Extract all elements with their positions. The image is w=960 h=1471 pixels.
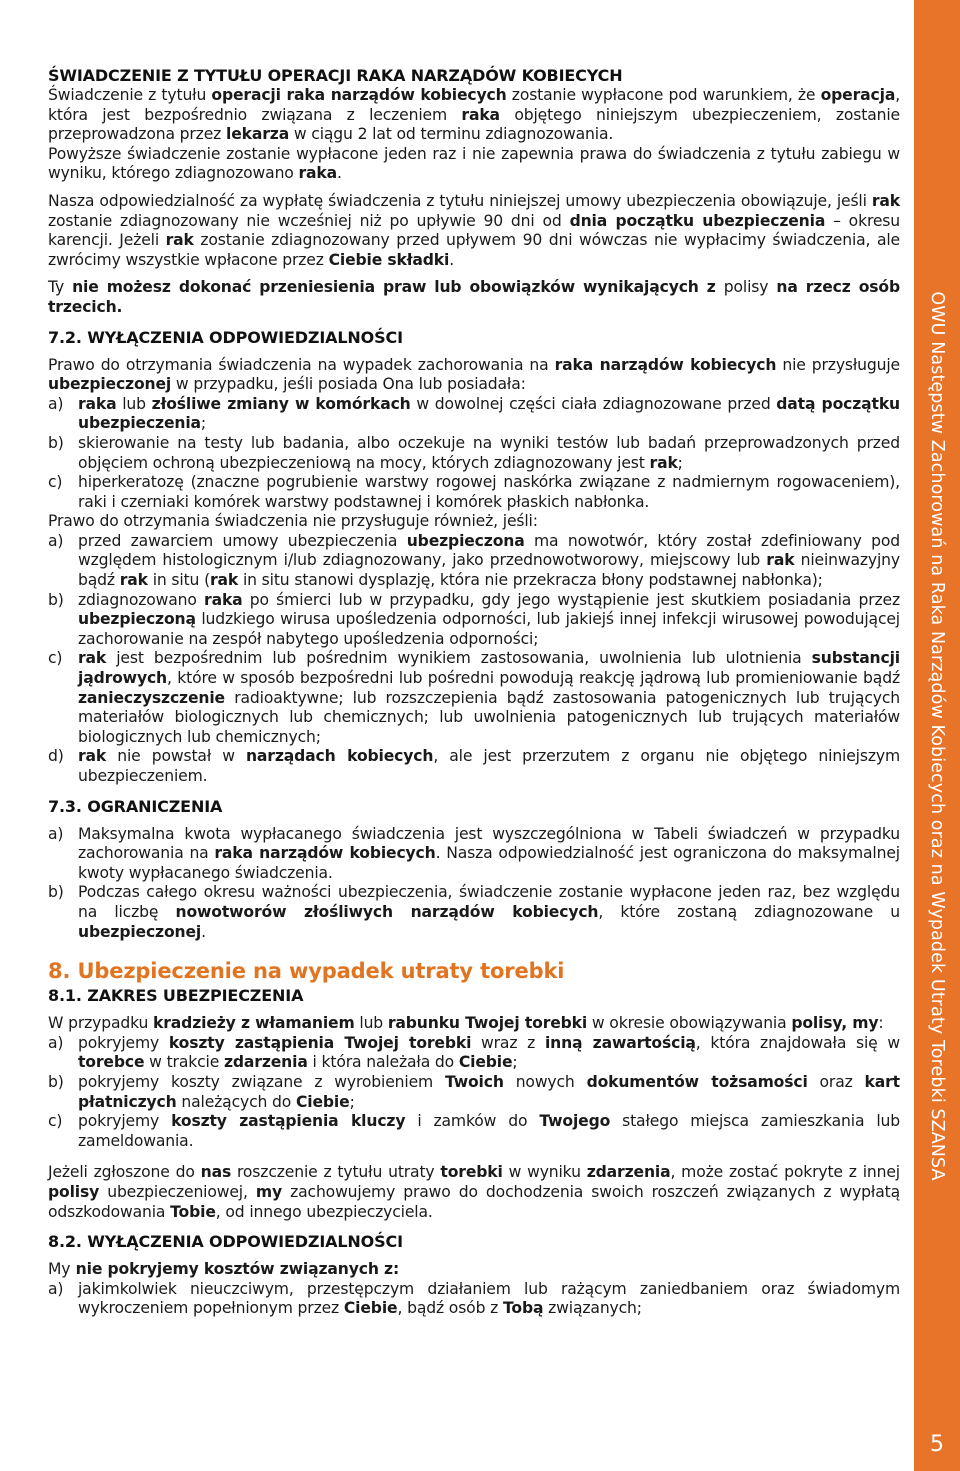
list-item: a) Maksymalna kwota wypłacanego świadczenia jest wyszczególniona w Tabeli świadczeń w przypadku zachorowania na raka narządów kobiecych. Nasza odpowiedzialność jest ograniczona do maksymalnej kwoty wypłacanego świadczenia.: [48, 824, 900, 882]
emphasis: ubezpieczona: [406, 531, 525, 550]
list-item-label: c): [48, 473, 63, 492]
list-item-label: a): [48, 1033, 64, 1052]
emphasis: substancji jądrowych: [78, 649, 900, 688]
list-item-label: b): [48, 883, 64, 902]
emphasis: my: [255, 1182, 282, 1201]
emphasis: zanieczyszczenie: [78, 688, 225, 707]
emphasis: operacji raka narządów kobiecych: [211, 86, 507, 104]
emphasis: dokumentów tożsamości: [586, 1072, 808, 1091]
emphasis: inną zawartością: [544, 1033, 696, 1052]
document-body: [48, 66, 900, 1319]
list-item: a) jakimkolwiek nieuczciwym, przestępczym działaniem lub rażącym zaniedbaniem oraz świadomym wykroczeniem popełnionym przez Ciebie, bądź osób z Tobą związanych;: [48, 1279, 900, 1318]
emphasis: nowotworów złośliwych narządów kobiecych: [175, 902, 599, 921]
emphasis: na rzecz osób trzecich.: [48, 278, 900, 316]
emphasis: rak: [78, 747, 107, 766]
list-item-label: c): [48, 1112, 63, 1131]
list-item: c) rak jest bezpośrednim lub pośrednim wynikiem zastosowania, uwolnienia lub ulotnienia substancji jądrowych, które w sposób bezpośredni lub pośredni powodują reakcję jądrową lub promieniowanie bądź zanieczyszczenie radioaktywne; lub rozszczepienia bądź zastosowania patogenicznych lub trujących materiałów biologicznych lub chemicznych; lub uwolnienia patogenicznych lub trujących materiałów biologicznych lub chemicznych;: [48, 649, 900, 746]
emphasis: rak: [210, 571, 239, 590]
list-item-label: a): [48, 394, 64, 413]
list-item: a) przed zawarciem umowy ubezpieczenia ubezpieczona ma nowotwór, który został zdefiniowany pod względem histologicznym i/lub zdiagnozowany, jako przednowotworowy, miejscowy lub rak nieinwazyjny bądź rak in situ (rak in situ stanowi dysplazję, która nie przekracza błony podstawnej nabłonka);: [48, 531, 901, 590]
emphasis: koszty zastąpienia kluczy: [171, 1112, 406, 1131]
list-item-label: a): [48, 1279, 64, 1298]
list-item-label: c): [48, 649, 63, 668]
emphasis: koszty zastąpienia Twojej torebki: [168, 1033, 472, 1052]
emphasis: torebki: [440, 1163, 503, 1182]
list-item-label: b): [48, 590, 64, 609]
emphasis: Ciebie: [458, 1053, 513, 1072]
list-item: a) raka lub złośliwe zmiany w komórkach w dowolnej części ciała zdiagnozowane przed datą początku ubezpieczenia;: [48, 394, 901, 433]
list-item: b) pokryjemy koszty związane z wyrobieniem Twoich nowych dokumentów tożsamości oraz kart płatniczych należących do Ciebie;: [48, 1072, 900, 1111]
list-7-3: [48, 825, 900, 943]
paragraph-8-1-intro: W przypadku kradzieży z włamaniem lub rabunku Twojej torebki w okresie obowiązywania polisy, my:: [48, 1014, 884, 1033]
page-number: 5: [930, 1432, 944, 1457]
emphasis: Twoich: [444, 1072, 504, 1091]
emphasis: rak: [119, 571, 148, 590]
emphasis: ubezpieczonej: [78, 922, 202, 941]
emphasis: datą początku ubezpieczenia: [78, 394, 901, 433]
emphasis: Twojego: [539, 1112, 611, 1131]
emphasis: raka: [78, 394, 117, 413]
paragraph-8-1-outro: Jeżeli zgłoszone do nas roszczenie z tytułu utraty torebki w wyniku zdarzenia, może zostać pokryte z innej polisy ubezpieczeniowej, my zachowujemy prawo do dochodzenia swoich roszczeń związanych z wypłatą odszkodowania Tobie, od innego ubezpieczyciela.: [48, 1163, 900, 1221]
section-heading-operacja: ŚWIADCZENIE Z TYTUŁU OPERACJI RAKA NARZĄDÓW KOBIECYCH: [48, 66, 623, 85]
emphasis: lekarza: [226, 125, 290, 144]
emphasis: zdarzenia: [223, 1053, 308, 1072]
emphasis: Tobie: [170, 1202, 216, 1221]
emphasis: kart płatniczych: [78, 1072, 900, 1111]
list-item-label: d): [48, 747, 64, 766]
emphasis: rak: [78, 649, 107, 668]
emphasis: ubezpieczonej: [48, 375, 172, 394]
emphasis: raka: [461, 105, 500, 124]
list-item: c) pokryjemy koszty zastąpienia kluczy i zamków do Twojego stałego miejsca zamieszkania lub zameldowania.: [48, 1112, 900, 1150]
paragraph-8-2-intro: My nie pokryjemy kosztów związanych z:: [48, 1260, 400, 1279]
emphasis: rak: [871, 191, 900, 210]
side-band: [914, 0, 960, 1471]
list-item-label: a): [48, 824, 64, 843]
paragraph-7-2-intro: Prawo do otrzymania świadczenia na wypadek zachorowania na raka narządów kobiecych nie przysługuje ubezpieczonej w przypadku, jeśli posiada Ona lub posiadała:: [48, 355, 901, 394]
section-heading-7-2: 7.2. WYŁĄCZENIA ODPOWIEDZIALNOŚCI: [48, 327, 403, 347]
emphasis: złośliwe zmiany w komórkach: [151, 394, 411, 413]
emphasis: raka: [298, 164, 338, 183]
emphasis: nie pokryjemy kosztów związanych z:: [70, 1260, 400, 1279]
list-8-1: [48, 1034, 900, 1152]
emphasis: polisy, my: [791, 1014, 879, 1033]
emphasis: rak: [766, 551, 795, 570]
emphasis: Ciebie składki: [328, 250, 450, 269]
emphasis: Ciebie: [343, 1299, 398, 1318]
list-item-label: a): [48, 531, 64, 550]
list-item: b) zdiagnozowano raka po śmierci lub w przypadku, gdy jego wystąpienie jest skutkiem posiadania przez ubezpieczoną ludzkiego wirusa upośledzenia odporności, lub jakiejś innej infekcji wirusowej powodującej zachorowanie na zespół nabytego upośledzenia odporności;: [48, 590, 900, 648]
emphasis: torebce: [78, 1053, 145, 1072]
list-item-label: b): [48, 433, 64, 452]
emphasis: kradzieży z włamaniem: [153, 1014, 355, 1033]
list-item: d) rak nie powstał w narządach kobiecych, ale jest przerzutem z organu nie objętego niniejszym ubezpieczeniem.: [48, 747, 900, 785]
section-heading-7-3: 7.3. OGRANICZENIA: [48, 796, 223, 816]
emphasis: zdarzenia: [586, 1163, 671, 1182]
emphasis: polisy: [48, 1182, 100, 1201]
emphasis: dnia początku ubezpieczenia: [569, 211, 826, 230]
emphasis: raka narządów kobiecych: [554, 355, 777, 374]
emphasis: nie możesz dokonać przeniesienia praw lub obowiązków wynikających z: [64, 278, 724, 297]
list-item: b) Podczas całego okresu ważności ubezpieczenia, świadczenie zostanie wypłacone jeden raz, bez względu na liczbę nowotworów złośliwych narządów kobiecych, które zostaną zdiagnozowane u ubezpieczonej.: [48, 883, 900, 941]
paragraph-operacja-4: Ty nie możesz dokonać przeniesienia praw lub obowiązków wynikających z polisy na rzecz osób trzecich.: [48, 278, 900, 316]
emphasis: rak: [649, 453, 678, 472]
emphasis: rak: [165, 231, 194, 250]
list-item: c) hiperkeratozę (znaczne pogrubienie warstwy rogowej naskórka związane z nadmiernym rogowaceniem), raki i czerniaki komórek warstwy podstawnej i komórek płaskich nabłonka.: [48, 473, 900, 511]
list-item: b) skierowanie na testy lub badania, albo oczekuje na wyniki testów lub badań przeprowadzonych przed objęciem ochroną ubezpieczeniową na mocy, których zdiagnozowany jest rak;: [48, 433, 900, 472]
emphasis: raka: [204, 590, 243, 609]
list-8-2: [48, 1280, 900, 1319]
section-heading-8-1: 8.1. ZAKRES UBEZPIECZENIA: [48, 986, 304, 1006]
emphasis: ubezpieczoną: [78, 610, 196, 629]
list-item: a) pokryjemy koszty zastąpienia Twojej torebki wraz z inną zawartością, która znajdowała się w torebce w trakcie zdarzenia i która należała do Ciebie;: [48, 1033, 900, 1072]
paragraph-7-2-intro-2: Prawo do otrzymania świadczenia nie przysługuje również, jeśli:: [48, 512, 538, 531]
emphasis: Ciebie: [296, 1092, 350, 1111]
emphasis: nas: [200, 1163, 232, 1182]
list-7-2-b: [48, 532, 900, 787]
list-7-2-a: [48, 395, 900, 513]
emphasis: narządach kobiecych: [245, 747, 434, 766]
emphasis: Tobą: [502, 1299, 544, 1318]
paragraph-operacja-3: Nasza odpowiedzialność za wypłatę świadczenia z tytułu niniejszej umowy ubezpieczenia obowiązuje, jeśli rak zostanie zdiagnozowany nie wcześniej niż po upływie 90 dni od dnia początku ubezpieczenia – okresu karencji. Jeżeli rak zostanie zdiagnozowany przed upływem 90 dni wówczas nie wypłacimy świadczenia, ale zwrócimy wszystkie wpłacone przez Ciebie składki.: [48, 191, 901, 269]
paragraph-operacja-1: Świadczenie z tytułu operacji raka narządów kobiecych zostanie wypłacone pod warunkiem, że operacja, która jest bezpośrednio związana z leczeniem raka objętego niniejszym ubezpieczeniem, zostanie przeprowadzona przez lekarza w ciągu 2 lat od terminu zdiagnozowania.: [48, 86, 900, 144]
emphasis: operacja: [820, 86, 896, 104]
list-item-label: b): [48, 1072, 64, 1091]
running-title: OWU Następstw Zachorowań na Raka Narządów Kobiecych oraz na Wypadek Utraty Torebki SZANSA: [927, 290, 947, 1181]
section-heading-8-2: 8.2. WYŁĄCZENIA ODPOWIEDZIALNOŚCI: [48, 1232, 403, 1252]
emphasis: rabunku Twojej torebki: [387, 1014, 588, 1033]
paragraph-operacja-2: Powyższe świadczenie zostanie wypłacone jeden raz i nie zapewnia prawa do świadczenia z tytułu zabiegu w wyniku, którego zdiagnozowano raka.: [48, 144, 900, 183]
emphasis: raka narządów kobiecych: [214, 844, 436, 863]
chapter-heading-8: 8. Ubezpieczenie na wypadek utraty torebki: [48, 959, 565, 984]
